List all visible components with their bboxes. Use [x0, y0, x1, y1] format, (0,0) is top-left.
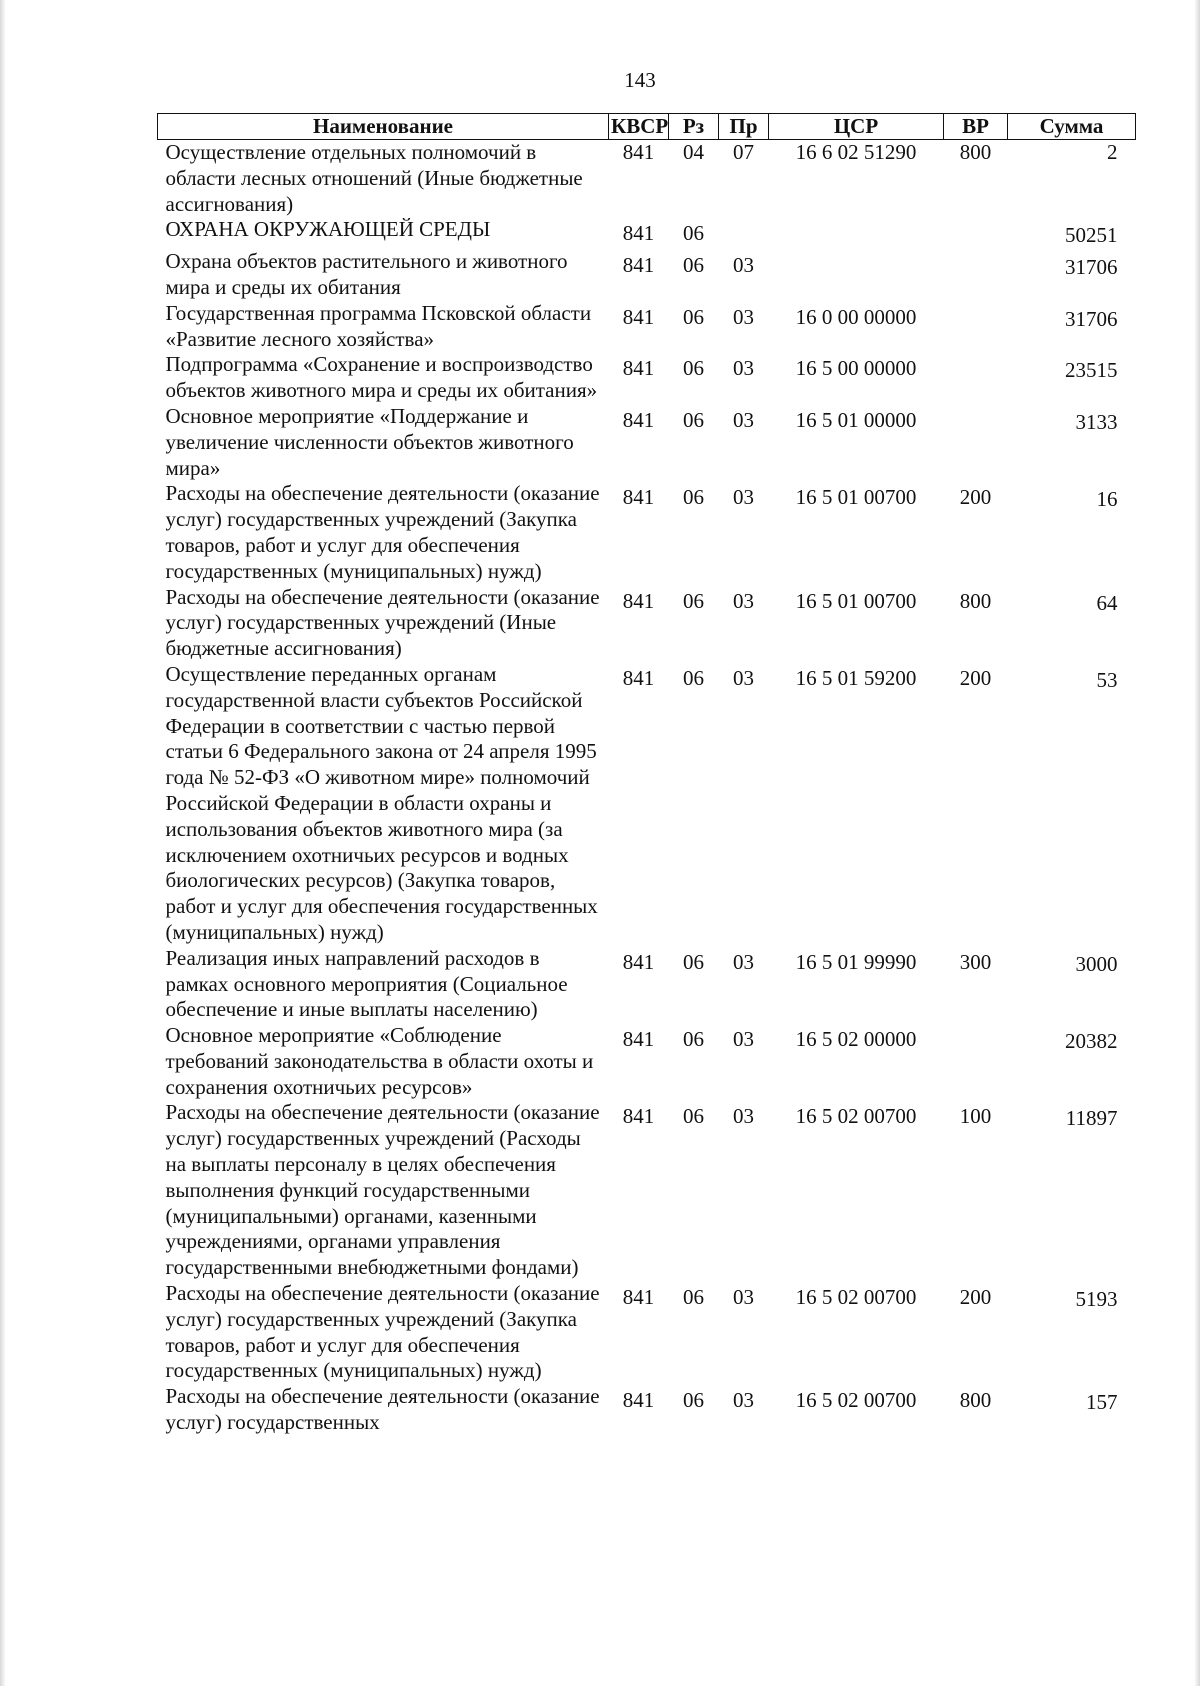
cell-name: Государственная программа Псковской области «Развитие лесного хозяйства»: [165, 300, 592, 351]
cell-sum: 11897: [1065, 1106, 1118, 1131]
cell-pr: 07: [733, 140, 754, 164]
cell-rz: 06: [683, 304, 704, 329]
cell-csr: 16 5 01 00000: [795, 407, 917, 432]
table-row: [158, 249, 1136, 301]
scan-edge-right: [1194, 0, 1200, 1686]
cell-rz: 06: [683, 1104, 704, 1129]
cell-pr: [719, 217, 769, 249]
table-header: [158, 114, 1136, 140]
cell-vr: 800: [959, 1388, 992, 1413]
cell-csr: 16 5 01 99990: [795, 949, 917, 974]
header-kvsr: КВСР: [609, 114, 669, 140]
table-body: [158, 140, 1136, 1436]
cell-rz: 06: [683, 949, 704, 974]
cell-name: Основное мероприятие «Соблюдение требований законодательства в области охоты и сохранения охотничьих ресурсов»: [165, 1023, 594, 1099]
cell-name: Осуществление отдельных полномочий в области лесных отношений (Иные бюджетные ассигнования): [165, 140, 583, 216]
table-row: [158, 352, 1136, 404]
cell-kvsr: 841: [622, 588, 655, 613]
cell-pr: 03: [733, 665, 754, 690]
cell-name: Осуществление переданных органам государственной власти субъектов Российской Федерации в соответствии с частью первой статьи 6 Федерального закона от 24 апреля 1995 года № 52-ФЗ «О животном мире» полномочий Российской Федерации в области охраны и использования объектов животного мира (за исключением охотничьих ресурсов и водных биологических ресурсов) (Закупка товаров, работ и услуг для обеспечения государственных (муниципальных) нужд): [165, 661, 598, 944]
cell-vr: [944, 217, 1008, 249]
cell-csr: 16 0 00 00000: [795, 304, 917, 329]
cell-vr: [944, 249, 1008, 301]
cell-name: Реализация иных направлений расходов в рамках основного мероприятия (Социальное обеспечение и иные выплаты населению): [165, 945, 568, 1022]
cell-pr: 03: [733, 1104, 754, 1129]
cell-kvsr: 841: [622, 1388, 655, 1413]
header-name: Наименование: [158, 114, 609, 140]
table-row: [158, 217, 1136, 249]
page-number: 143: [624, 68, 656, 92]
cell-csr: 16 5 01 00700: [795, 588, 917, 613]
header-vr: ВР: [944, 114, 1008, 140]
cell-vr: 800: [959, 140, 992, 164]
cell-rz: 06: [683, 485, 704, 510]
cell-name: Расходы на обеспечение деятельности (оказание услуг) государственных: [165, 1384, 600, 1435]
table-row: [158, 585, 1136, 662]
cell-kvsr: 841: [622, 304, 655, 329]
cell-kvsr: 841: [622, 407, 655, 432]
cell-kvsr: 841: [622, 140, 655, 164]
cell-csr: 16 6 02 51290: [795, 140, 917, 164]
cell-sum: 31706: [1065, 255, 1118, 280]
cell-pr: 03: [733, 588, 754, 613]
cell-pr: 03: [733, 356, 754, 381]
cell-rz: 06: [683, 356, 704, 381]
cell-name: Охрана объектов растительного и животного мира и среды их обитания: [165, 249, 568, 299]
cell-vr: 200: [959, 1285, 992, 1310]
cell-vr: [944, 301, 1008, 353]
cell-vr: [944, 1023, 1008, 1100]
cell-kvsr: 841: [622, 356, 655, 381]
cell-name: ОХРАНА ОКРУЖАЮЩЕЙ СРЕДЫ: [165, 217, 491, 242]
cell-kvsr: 841: [622, 1104, 655, 1129]
cell-sum: 157: [1086, 1390, 1118, 1415]
cell-kvsr: 841: [622, 949, 655, 974]
budget-table: [157, 113, 1136, 1436]
cell-vr: 800: [959, 588, 992, 613]
cell-kvsr: 841: [622, 485, 655, 510]
cell-name: Расходы на обеспечение деятельности (оказание услуг) государственных учреждений (Расходы на выплаты персоналу в целях обеспечения выполнения функций государственными (муниципальными) органами, казенными учреждениями, органами управления государственными внебюджетными фондами): [165, 1100, 600, 1280]
cell-csr: [769, 217, 944, 249]
cell-name: Расходы на обеспечение деятельности (оказание услуг) государственных учреждений (Иные бюджетные ассигнования): [165, 584, 600, 661]
cell-sum: 16: [1096, 487, 1118, 512]
cell-kvsr: 841: [622, 1027, 655, 1052]
cell-kvsr: 841: [622, 665, 655, 690]
cell-rz: 06: [683, 407, 704, 432]
cell-vr: [944, 404, 1008, 481]
cell-sum: 3133: [1075, 409, 1118, 434]
cell-csr: 16 5 01 00700: [795, 485, 917, 510]
cell-pr: 03: [733, 949, 754, 974]
cell-name: Основное мероприятие «Поддержание и увеличение численности объектов животного мира»: [165, 403, 574, 480]
cell-sum: 5193: [1075, 1287, 1118, 1312]
table-row: [158, 301, 1136, 353]
cell-rz: 06: [683, 588, 704, 613]
cell-pr: 03: [733, 407, 754, 432]
cell-sum: 50251: [1065, 223, 1118, 248]
table-row: [158, 1100, 1136, 1281]
table-row: [158, 946, 1136, 1023]
cell-pr: 03: [733, 1388, 754, 1413]
header-rz: Рз: [669, 114, 719, 140]
cell-csr: 16 5 02 00700: [795, 1104, 917, 1129]
header-row: [158, 114, 1136, 140]
table-row: [158, 481, 1136, 584]
cell-vr: [944, 352, 1008, 404]
scan-edge-left: [0, 0, 6, 1686]
cell-vr: 100: [959, 1104, 992, 1129]
cell-name: Расходы на обеспечение деятельности (оказание услуг) государственных учреждений (Закупка товаров, работ и услуг для обеспечения государственных (муниципальных) нужд): [165, 1281, 600, 1383]
table-row: [158, 140, 1136, 218]
cell-rz: 06: [683, 1027, 704, 1052]
header-csr: ЦСР: [769, 114, 944, 140]
budget-table-container: [157, 113, 1135, 1436]
cell-vr: 200: [959, 485, 992, 510]
table-row: [158, 1023, 1136, 1100]
table-row: [158, 662, 1136, 946]
cell-csr: 16 5 01 59200: [795, 665, 917, 690]
header-pr: Пр: [719, 114, 769, 140]
cell-sum: 64: [1096, 590, 1118, 615]
table-row: [158, 404, 1136, 481]
cell-sum: 53: [1096, 667, 1118, 692]
table-row: [158, 1384, 1136, 1436]
cell-name: Расходы на обеспечение деятельности (оказание услуг) государственных учреждений (Закупка товаров, работ и услуг для обеспечения государственных (муниципальных) нужд): [165, 481, 600, 583]
table-row: [158, 1281, 1136, 1384]
cell-rz: 06: [683, 1285, 704, 1310]
cell-rz: 06: [683, 1388, 704, 1413]
cell-csr: [769, 249, 944, 301]
cell-sum: 3000: [1075, 951, 1118, 976]
cell-kvsr: 841: [622, 221, 655, 246]
cell-pr: 03: [733, 304, 754, 329]
cell-kvsr: 841: [622, 1285, 655, 1310]
cell-pr: 03: [733, 485, 754, 510]
cell-name: Подпрограмма «Сохранение и воспроизводство объектов животного мира и среды их обитания»: [165, 352, 598, 403]
cell-rz: 06: [683, 221, 704, 246]
cell-csr: 16 5 02 00700: [795, 1388, 917, 1413]
cell-pr: 03: [733, 253, 754, 278]
cell-vr: 300: [959, 949, 992, 974]
cell-kvsr: 841: [622, 253, 655, 278]
cell-csr: 16 5 00 00000: [795, 356, 917, 381]
cell-csr: 16 5 02 00700: [795, 1285, 917, 1310]
cell-csr: 16 5 02 00000: [795, 1027, 917, 1052]
cell-sum: 2: [1107, 140, 1118, 164]
cell-rz: 06: [683, 253, 704, 278]
cell-vr: 200: [959, 665, 992, 690]
cell-sum: 31706: [1065, 306, 1118, 331]
header-sum: Сумма: [1008, 114, 1136, 140]
cell-sum: 20382: [1065, 1029, 1118, 1054]
cell-sum: 23515: [1065, 358, 1118, 383]
cell-pr: 03: [733, 1027, 754, 1052]
cell-rz: 04: [683, 140, 704, 164]
cell-pr: 03: [733, 1285, 754, 1310]
cell-rz: 06: [683, 665, 704, 690]
